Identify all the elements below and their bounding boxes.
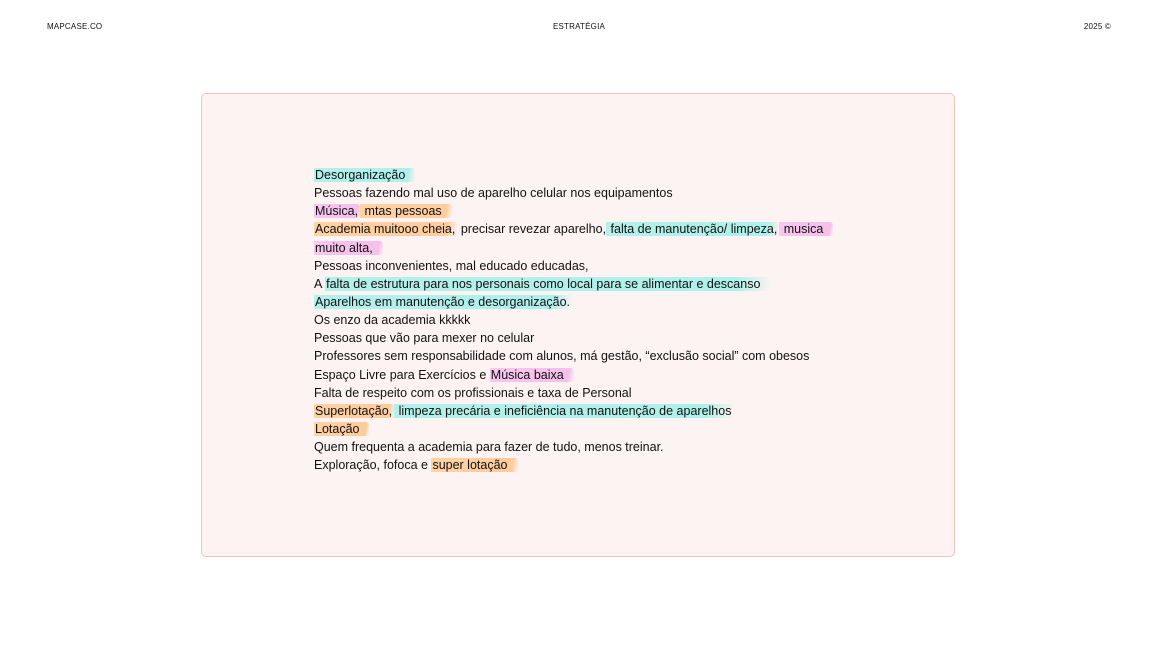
highlight-crowding: Lotação bbox=[314, 422, 369, 436]
highlight-structure: falta de estrutura para nos personais como local para se alimentar e descanso bbox=[325, 277, 770, 291]
response-text: Exploração, fofoca e bbox=[314, 458, 432, 473]
brand-link[interactable]: MAPCASE.CO bbox=[47, 22, 103, 31]
highlight-crowding: super lotação bbox=[431, 458, 517, 472]
response-line bbox=[314, 202, 825, 220]
highlight-maintenance: Aparelhos em manutenção e desorganização. bbox=[315, 294, 571, 309]
responses-list bbox=[314, 166, 825, 474]
response-line bbox=[314, 329, 825, 347]
response-line bbox=[314, 384, 825, 402]
responses-card bbox=[201, 93, 955, 557]
response-line bbox=[314, 275, 825, 293]
response-line bbox=[314, 220, 825, 238]
response-line bbox=[314, 366, 825, 384]
response-line bbox=[314, 347, 825, 365]
response-line bbox=[314, 184, 825, 202]
highlight-crowding: Superlotação, bbox=[315, 403, 393, 418]
top-bar bbox=[47, 22, 1111, 34]
response-text: Falta de respeito com os profissionais e taxa de Personal bbox=[314, 385, 632, 400]
highlight-maintenance: limpeza precária e ineficiência na manutenção de aparelhos bbox=[395, 403, 732, 418]
response-line bbox=[314, 293, 825, 311]
response-text: Pessoas inconvenientes, mal educado educadas, bbox=[314, 258, 589, 273]
response-line bbox=[314, 166, 825, 184]
highlight-disorganization: Desorganização bbox=[314, 168, 415, 182]
response-line bbox=[314, 438, 825, 456]
response-text: A bbox=[314, 276, 326, 291]
response-line bbox=[314, 456, 825, 474]
response-text: Espaço Livre para Exercícios e bbox=[314, 367, 490, 382]
response-line bbox=[314, 402, 825, 420]
response-text: Os enzo da academia kkkkk bbox=[314, 313, 471, 328]
response-line bbox=[314, 311, 825, 329]
response-text: Professores sem responsabilidade com alunos, má gestão, “exclusão social” com obesos bbox=[314, 349, 810, 364]
highlight-music: muito alta, bbox=[314, 241, 383, 255]
response-line bbox=[314, 257, 825, 275]
response-line bbox=[314, 239, 825, 257]
response-text: precisar revezar aparelho, bbox=[457, 222, 607, 237]
response-text: Quem frequenta a academia para fazer de tudo, menos treinar. bbox=[314, 440, 664, 455]
highlight-music: Música baixa bbox=[490, 368, 574, 382]
response-text: Pessoas que vão para mexer no celular bbox=[314, 331, 535, 346]
highlight-crowding: mtas pessoas bbox=[360, 204, 452, 218]
highlight-music: Música, bbox=[315, 204, 359, 219]
section-title: ESTRATÉGIA bbox=[552, 22, 606, 31]
highlight-music: musica bbox=[779, 222, 833, 236]
response-text: Pessoas fazendo mal uso de aparelho celular nos equipamentos bbox=[314, 186, 673, 201]
response-line bbox=[314, 420, 825, 438]
highlight-maintenance: falta de manutenção/ limpeza, bbox=[607, 222, 778, 237]
year-label: 2025 © bbox=[1083, 22, 1111, 31]
highlight-crowding: Academia muitooo cheia, bbox=[315, 222, 456, 237]
